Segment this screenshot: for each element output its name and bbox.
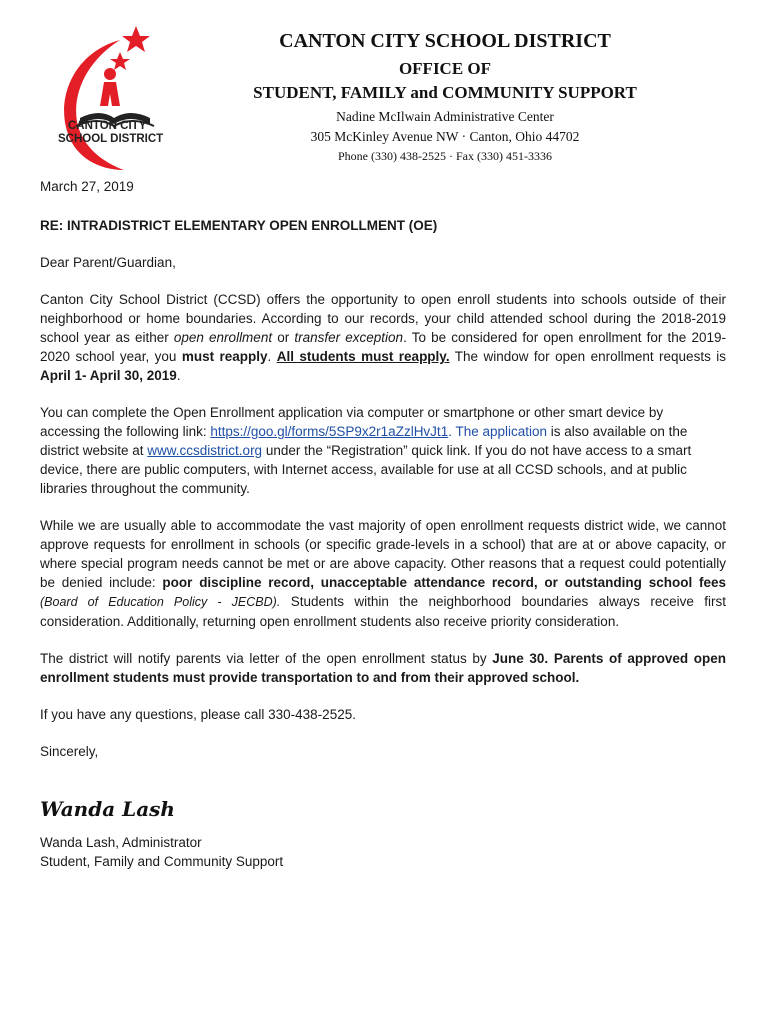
department-name: STUDENT, FAMILY and COMMUNITY SUPPORT <box>253 83 637 102</box>
application-form-link[interactable]: https://goo.gl/forms/5SP9x2r1aZzlHvJt1 <box>210 424 449 439</box>
p4-text: The district will notify parents via letter of the open enrollment status by <box>40 651 493 666</box>
p2-text: is also available on the district website at <box>40 424 688 458</box>
p1-text: . <box>267 349 277 364</box>
p1-all-students: All students must reapply. <box>276 349 450 364</box>
p1-text: or <box>272 330 295 345</box>
district-logo <box>50 22 180 172</box>
district-website-link[interactable]: www.ccsdistrict.org <box>147 443 263 458</box>
logo-graphic <box>50 22 180 172</box>
p1-text: . <box>176 368 181 383</box>
p2-text: under the “Registration” quick link. If you do not have access to a smart device, there are public computers, with Internet access, available for use at all CCSD schools, and at public libraries throughout the community. <box>40 443 692 496</box>
office-line: OFFICE OF <box>398 59 492 78</box>
p4-notify-date: June 30 <box>492 651 545 666</box>
letter-date: March 27, 2019 <box>40 179 134 194</box>
p1-text: The window for open enrollment requests is <box>449 349 726 364</box>
logo-text-line2: SCHOOL DISTRICT <box>58 133 164 145</box>
paragraph-1 <box>40 290 726 385</box>
p1-transfer-exception: transfer exception <box>294 330 404 345</box>
paragraph-4 <box>40 649 726 687</box>
letter-body <box>40 177 726 779</box>
p4-transportation-note: Parents of approved open enrollment students must provide transportation to and from their approved school. <box>40 651 727 685</box>
signoff-block <box>40 833 283 871</box>
p4-text: . <box>544 651 554 666</box>
p1-text: . To be considered for open enrollment for the 2019-2020 school year, you <box>40 330 726 364</box>
district-name: CANTON CITY SCHOOL DISTRICT <box>279 30 611 52</box>
paragraph-2 <box>40 403 726 498</box>
phone-fax-line: Phone (330) 438-2525 · Fax (330) 451-3336 <box>338 149 552 163</box>
p3-policy-reference: (Board of Education Policy - JECBD). <box>40 595 281 609</box>
p1-text: Canton City School District (CCSD) offers the opportunity to open enroll students into schools outside of their neighborhood or home boundaries. According to our records, your child attended school during the 2018-2019 school year as either <box>40 292 726 345</box>
p3-text: While we are usually able to accommodate the vast majority of open enrollment requests district wide, we cannot approve requests for enrollment in schools (or specific grade-levels in a school) that are at or above capacity, or where special program needs cannot be met or are above capacity. Other reasons that a request could potentially be denied include: <box>40 518 726 590</box>
p2-text: You can complete the Open Enrollment application via computer or smartphone or other smart device by accessing the following link: <box>40 405 664 439</box>
letterhead <box>200 28 690 164</box>
signer-title: Student, Family and Community Support <box>40 854 284 869</box>
p3-text: Students within the neighborhood boundaries always receive first consideration. Additionally, returning open enrollment students also receive priority consideration. <box>40 594 727 629</box>
closing: Sincerely, <box>40 744 99 759</box>
p1-open-enrollment: open enrollment <box>173 330 273 345</box>
handwritten-signature: Wanda Lash <box>40 797 175 821</box>
logo-text-line1: CANTON CITY <box>68 120 147 132</box>
paragraph-5: If you have any questions, please call 330-438-2525. <box>40 707 356 722</box>
p3-denial-reasons: poor discipline record, unacceptable attendance record, or outstanding school fees <box>162 575 726 590</box>
p2-text-blue: . The application <box>448 424 548 439</box>
signer-name: Wanda Lash, Administrator <box>40 835 202 850</box>
center-name: Nadine McIlwain Administrative Center <box>336 109 554 124</box>
paragraph-3 <box>40 516 726 631</box>
p1-window-dates: April 1- April 30, 2019 <box>40 368 177 383</box>
address-line: 305 McKinley Avenue NW · Canton, Ohio 44702 <box>310 129 580 144</box>
subject-line: RE: INTRADISTRICT ELEMENTARY OPEN ENROLLMENT (OE) <box>40 218 438 233</box>
p1-must-reapply: must reapply <box>181 349 268 364</box>
salutation: Dear Parent/Guardian, <box>40 255 176 270</box>
